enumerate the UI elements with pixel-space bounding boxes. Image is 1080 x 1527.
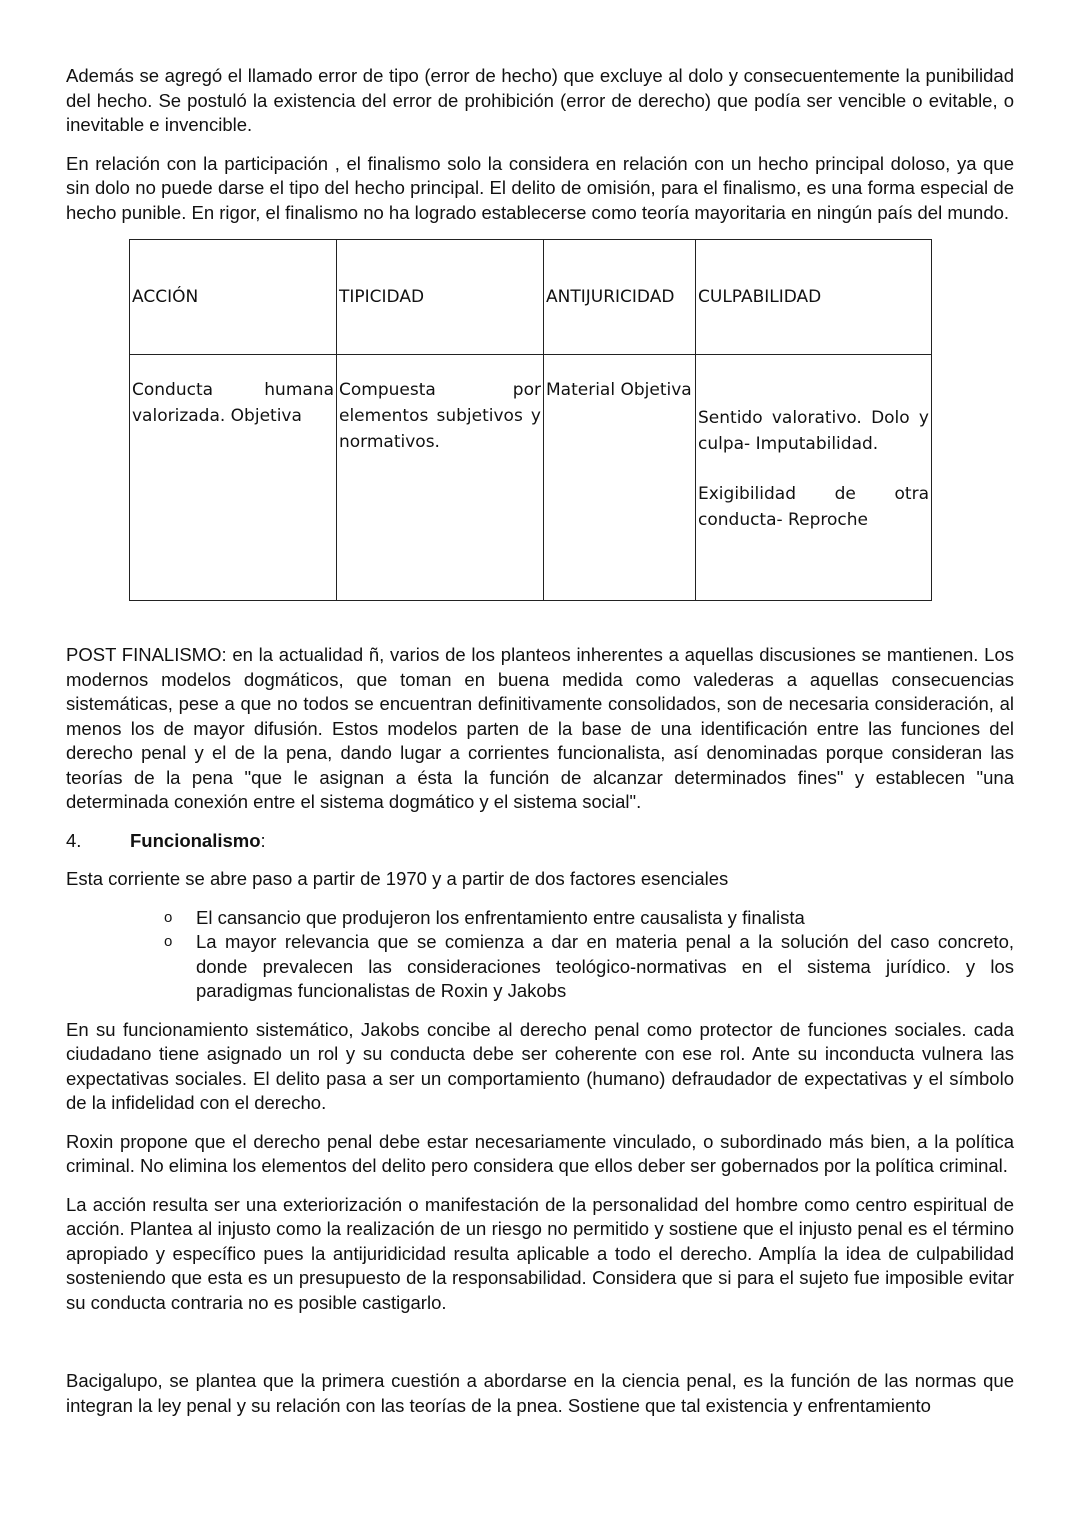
- cell-tipicidad: Compuesta por elementos subjetivos y normativos.: [337, 355, 544, 601]
- header-antijuricidad: ANTIJURICIDAD: [544, 240, 696, 355]
- spacer: [66, 1329, 1014, 1369]
- header-accion: ACCIÓN: [130, 240, 337, 355]
- paragraph-bacigalupo: Bacigalupo, se plantea que la primera cuestión a abordarse en la ciencia penal, es la función de las normas que integran la ley penal y su relación con las teorías de la pnea. Sostiene que tal existencia y enfrentamiento: [66, 1370, 1014, 1416]
- document-page: [66, 64, 1014, 1432]
- cell-antijuricidad: Material Objetiva: [544, 355, 696, 601]
- paragraph-accion: La acción resulta ser una exteriorización o manifestación de la personalidad del hombre como centro espiritual de acción. Plantea al injusto como la realización de un riesgo no permitido y sostiene que el injusto penal es el término apropiado y específico pues la antijuridicidad resulta aplicable a todo el derecho. Amplía la idea de culpabilidad sosteniendo que esta es un presupuesto de la responsabilidad. Considera que si para el sujeto fue imposible evitar su conducta contraria no es posible castigarlo.: [66, 1193, 1014, 1313]
- paragraph-error-de-tipo: Además se agregó el llamado error de tipo (error de hecho) que excluye al dolo y consecuentemente la punibilidad del hecho. Se postuló la existencia del error de prohibición (error de derecho) que podía ser vencible o evitable, o inevitable e invencible.: [66, 65, 1014, 135]
- table-row: [130, 355, 932, 601]
- circle-bullet-icon: o: [164, 908, 173, 926]
- factor-list: [66, 906, 1014, 1004]
- header-tipicidad: TIPICIDAD: [337, 240, 544, 355]
- paragraph-intro: Esta corriente se abre paso a partir de 1970 y a partir de dos factores esenciales: [66, 868, 729, 889]
- paragraph-participacion: En relación con la participación , el finalismo solo la considera en relación con un hecho principal doloso, ya que sin dolo no puede darse el tipo del hecho principal. El delito de omisión, para el finalismo, es una forma especial de hecho punible. En rigor, el finalismo no ha logrado establecerse como teoría mayoritaria en ningún país del mundo.: [66, 152, 1014, 223]
- list-item: o La mayor relevancia que se comienza a dar en materia penal a la solución del caso concreto, donde prevalecen las consideraciones teológico-normativas en el sistema jurídico. y los paradigmas funcionalistas de Roxin y Jakobs: [164, 931, 1014, 1001]
- paragraph-post-finalismo: POST FINALISMO: en la actualidad ñ, varios de los planteos inherentes a aquellas discusiones se mantienen. Los modernos modelos dogmáticos, que toman en buena medida como valederas a aquellas consecuencias sistemáticas, pese a que no todos se encuentran definitivamente consolidados, son de necesaria consideración, al menos los de mayor difusión. Estos modelos parten de la base de una identificación entre las funciones del derecho penal y el de la pena, dando lugar a corrientes funcionalista, así denominadas porque consideran las teorías de la pena "que le asignan a ésta la función de alcanzar determinados fines" y establecen "una determinada conexión entre el sistema dogmático y el sistema social".: [66, 644, 1014, 812]
- section-heading: [66, 829, 1014, 854]
- cell-accion: Conducta humana valorizada. Objetiva: [130, 355, 337, 601]
- culpabilidad-text-2: Exigibilidad de otra conducta- Reproche: [698, 484, 929, 530]
- culpabilidad-text-1: Sentido valorativo. Dolo y culpa- Imputabilidad.: [698, 408, 929, 454]
- circle-bullet-icon: o: [164, 933, 173, 950]
- cell-culpabilidad: [696, 355, 932, 601]
- finalismo-table: [129, 239, 932, 601]
- paragraph-jakobs: En su funcionamiento sistemático, Jakobs concibe al derecho penal como protector de funciones sociales. cada ciudadano tiene asignado un rol y su conducta debe ser coherente con ese rol. Ante su inconducta vulnera las expectativas sociales. El delito pasa a ser un comportamiento (humano) defraudador de expectativas y el símbolo de la infidelidad con el derecho.: [66, 1018, 1014, 1113]
- section-number: 4.: [66, 829, 82, 851]
- section-colon: :: [260, 829, 266, 851]
- table-header-row: [130, 240, 932, 355]
- paragraph-roxin: Roxin propone que el derecho penal debe estar necesariamente vinculado, o subordinado más bien, a la política criminal. No elimina los elementos del delito pero considera que ellos deber ser gobernados por la política criminal.: [66, 1130, 1014, 1176]
- list-item: o El cansancio que produjeron los enfrentamiento entre causalista y finalista: [164, 906, 1014, 931]
- header-culpabilidad: CULPABILIDAD: [696, 240, 932, 355]
- section-title: Funcionalismo: [130, 829, 261, 851]
